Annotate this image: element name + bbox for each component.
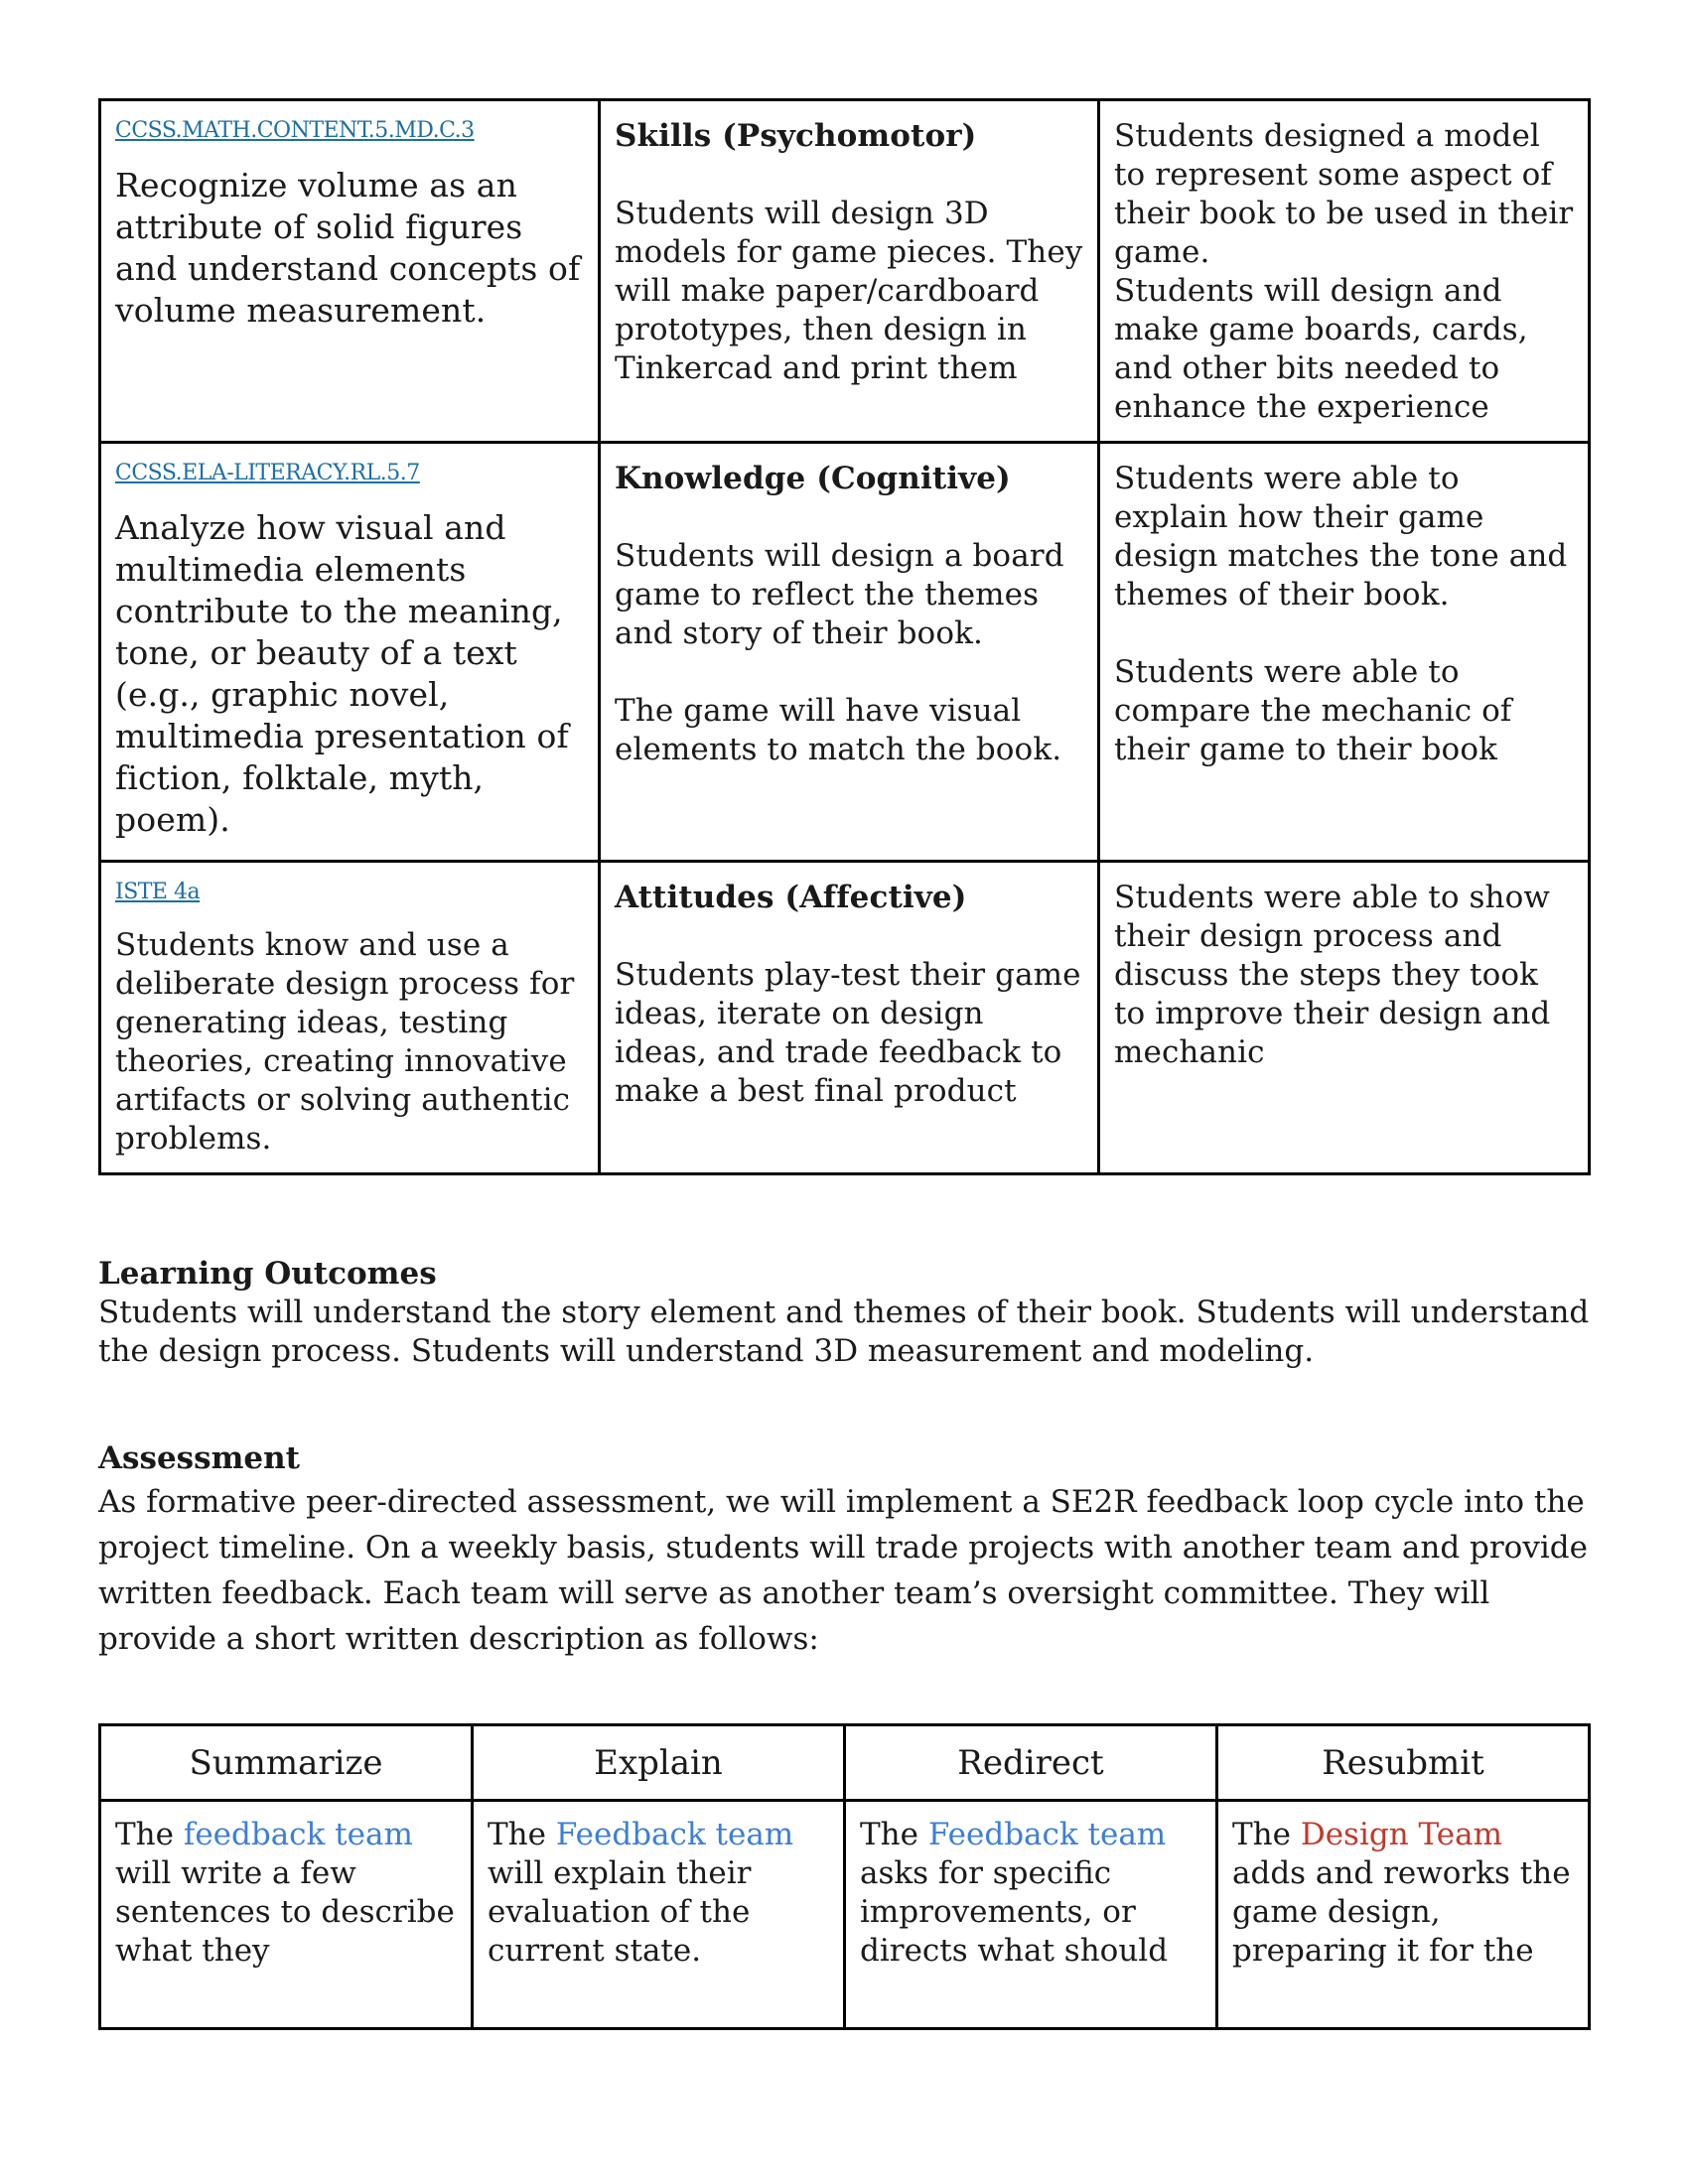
column-header: Explain [473,1725,845,1801]
evidence-text: Students were able to show their design process and discuss the steps they took to improve their design and mechanic [1114,880,1551,1070]
assessment-section [98,1438,1591,1662]
standard-text: Recognize volume as an attribute of solid figures and understand concepts of volume measurement. [115,166,581,330]
domain-title: Attitudes (Affective) [615,880,967,915]
document-page [98,98,1591,2030]
team-highlight: Feedback team [555,1817,794,1852]
column-header: Summarize [100,1725,473,1801]
standard-cell [100,862,600,1174]
evidence-text: Students were able to explain how their game design matches the tone and themes of their book. [1114,461,1568,613]
domain-cell [600,443,1099,862]
section-heading: Assessment [98,1440,300,1476]
table-row [100,862,1590,1174]
evidence-text: Students designed a model to represent some aspect of their book to be used in their game. [1114,118,1574,270]
team-highlight: Feedback team [927,1817,1167,1852]
evidence-cell [1099,443,1590,862]
cell-prefix: The [115,1817,184,1852]
standard-link[interactable]: CCSS.MATH.CONTENT.5.MD.C.3 [115,118,475,143]
domain-description: Students will design 3D models for game pieces. They will make paper/cardboard prototypes, then design in Tinkercad and print them [615,196,1083,386]
objectives-table [98,98,1591,1175]
explain-cell [473,1801,845,2029]
evidence-cell [1099,100,1590,443]
column-header: Redirect [845,1725,1217,1801]
section-heading: Learning Outcomes [98,1256,437,1292]
cell-text: adds and reworks the game design, preparing it for the [1232,1855,1571,1969]
standard-text: Students know and use a deliberate design process for generating ideas, testing theories, creating innovative artifacts or solving authentic problems. [115,927,575,1157]
evidence-cell [1099,862,1590,1174]
cell-prefix: The [1232,1817,1301,1852]
se2r-table [98,1723,1591,2030]
learning-outcomes-section [98,1255,1591,1371]
evidence-text: Students were able to compare the mechanic of their game to their book [1114,654,1512,767]
domain-description: Students play-test their game ideas, iterate on design ideas, and trade feedback to make a best final product [615,957,1081,1109]
table-row [100,443,1590,862]
domain-cell [600,100,1099,443]
standard-link[interactable]: CCSS.ELA-LITERACY.RL.5.7 [115,461,420,485]
domain-title: Skills (Psychomotor) [615,118,977,154]
table-row [100,100,1590,443]
cell-prefix: The [488,1817,556,1852]
standard-cell [100,443,600,862]
cell-prefix: The [860,1817,928,1852]
domain-title: Knowledge (Cognitive) [615,461,1011,496]
redirect-cell [845,1801,1217,2029]
domain-description: Students will design a board game to reflect the themes and story of their book. [615,538,1064,651]
standard-text: Analyze how visual and multimedia elements contribute to the meaning, tone, or beauty of a text (e.g., graphic novel, multimedia presentation of fiction, folktale, myth, poem). [115,508,569,839]
team-highlight: feedback team [183,1817,413,1852]
learning-outcomes-text: Students will understand the story element and themes of their book. Students will understand the design process. Students will understand 3D measurement and modeling. [98,1295,1590,1369]
assessment-text: As formative peer-directed assessment, we will implement a SE2R feedback loop cycle into the project timeline. On a weekly basis, students will trade projects with another team and provide written feedback. Each team will serve as another team’s oversight committee. They will provide a short written description as follows: [98,1484,1588,1657]
team-highlight: Design Team [1300,1817,1503,1852]
cell-text: asks for specific improvements, or directs what should [860,1855,1169,1969]
summarize-cell [100,1801,473,2029]
column-header: Resubmit [1217,1725,1590,1801]
standard-cell [100,100,600,443]
evidence-text: Students will design and make game boards, cards, and other bits needed to enhance the experience [1114,273,1528,425]
standard-link[interactable]: ISTE 4a [115,880,201,904]
domain-description: The game will have visual elements to match the book. [615,693,1062,767]
cell-text: will write a few sentences to describe what they [115,1855,455,1969]
table-row [100,1801,1590,2029]
table-header-row [100,1725,1590,1801]
cell-text: will explain their evaluation of the current state. [488,1855,752,1969]
domain-cell [600,862,1099,1174]
resubmit-cell [1217,1801,1590,2029]
